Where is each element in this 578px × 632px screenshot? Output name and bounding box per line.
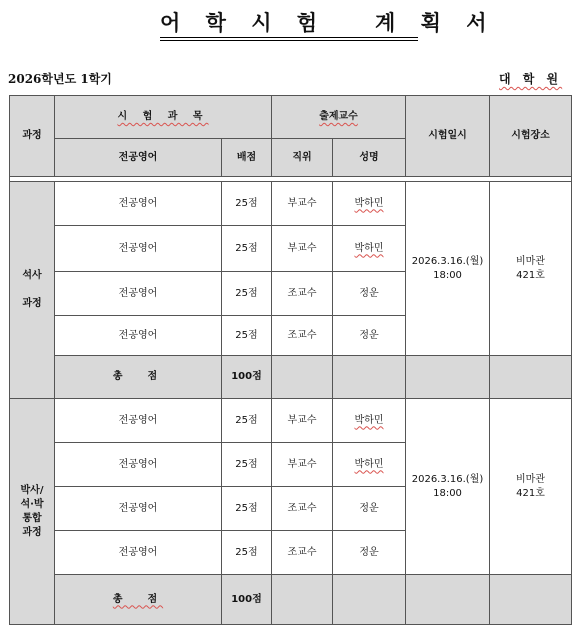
name-cell: 정운 xyxy=(333,272,406,316)
name-cell: 박하민 xyxy=(333,399,406,443)
exam-plan-table xyxy=(9,95,572,625)
score-cell: 25점 xyxy=(222,316,272,356)
name-cell: 정운 xyxy=(333,531,406,575)
total-row xyxy=(10,356,572,399)
total-score: 100점 xyxy=(222,356,272,399)
subject-cell: 전공영어 xyxy=(55,487,222,531)
empty-cell xyxy=(333,356,406,399)
header-score: 배점 xyxy=(222,139,272,177)
score-cell: 25점 xyxy=(222,399,272,443)
name-cell: 박하민 xyxy=(333,443,406,487)
score-cell: 25점 xyxy=(222,531,272,575)
position-cell: 부교수 xyxy=(272,443,333,487)
header-subject-group: 시 험 과 목 xyxy=(55,96,272,139)
score-cell: 25점 xyxy=(222,226,272,272)
subject-cell: 전공영어 xyxy=(55,272,222,316)
position-cell: 조교수 xyxy=(272,531,333,575)
course-cell-masters: 석사 과정 xyxy=(10,182,55,399)
name-cell: 정운 xyxy=(333,316,406,356)
subject-cell: 전공영어 xyxy=(55,399,222,443)
total-score: 100점 xyxy=(222,575,272,625)
semester-label: 2026학년도 1학기 xyxy=(8,72,112,86)
score-cell: 25점 xyxy=(222,182,272,226)
empty-cell xyxy=(490,575,572,625)
exam-date-cell: 2026.3.16.(월) 18:00 xyxy=(406,182,490,356)
exam-place-cell: 비마관 421호 xyxy=(490,399,572,575)
exam-place-cell: 비마관 421호 xyxy=(490,182,572,356)
score-cell: 25점 xyxy=(222,443,272,487)
name-cell: 박하민 xyxy=(333,226,406,272)
total-row xyxy=(10,575,572,625)
header-date: 시험일시 xyxy=(406,96,490,177)
exam-date-cell: 2026.3.16.(월) 18:00 xyxy=(406,399,490,575)
score-cell: 25점 xyxy=(222,487,272,531)
empty-cell xyxy=(333,575,406,625)
empty-cell xyxy=(272,575,333,625)
total-label: 총 점 xyxy=(55,356,222,399)
header-position: 직위 xyxy=(272,139,333,177)
subject-cell: 전공영어 xyxy=(55,443,222,487)
name-cell: 박하민 xyxy=(333,182,406,226)
subject-cell: 전공영어 xyxy=(55,316,222,356)
subject-cell: 전공영어 xyxy=(55,182,222,226)
subject-cell: 전공영어 xyxy=(55,226,222,272)
position-cell: 조교수 xyxy=(272,272,333,316)
header-name: 성명 xyxy=(333,139,406,177)
empty-cell xyxy=(490,356,572,399)
position-cell: 조교수 xyxy=(272,316,333,356)
header-subject: 전공영어 xyxy=(55,139,222,177)
position-cell: 조교수 xyxy=(272,487,333,531)
score-cell: 25점 xyxy=(222,272,272,316)
document-title: 어 학 시 험 계 획 서 xyxy=(160,10,418,38)
header-place: 시험장소 xyxy=(490,96,572,177)
school-label: 대 학 원 xyxy=(499,72,563,86)
name-cell: 정운 xyxy=(333,487,406,531)
empty-cell xyxy=(272,356,333,399)
empty-cell xyxy=(406,356,490,399)
header-course: 과정 xyxy=(10,96,55,177)
empty-cell xyxy=(406,575,490,625)
position-cell: 부교수 xyxy=(272,226,333,272)
position-cell: 부교수 xyxy=(272,182,333,226)
table-row xyxy=(10,399,572,443)
course-cell-doctoral: 박사/ 석·박 통합 과정 xyxy=(10,399,55,625)
total-label: 총 점 xyxy=(55,575,222,625)
position-cell: 부교수 xyxy=(272,399,333,443)
table-row xyxy=(10,182,572,226)
header-professor-group: 출제교수 xyxy=(272,96,406,139)
subject-cell: 전공영어 xyxy=(55,531,222,575)
